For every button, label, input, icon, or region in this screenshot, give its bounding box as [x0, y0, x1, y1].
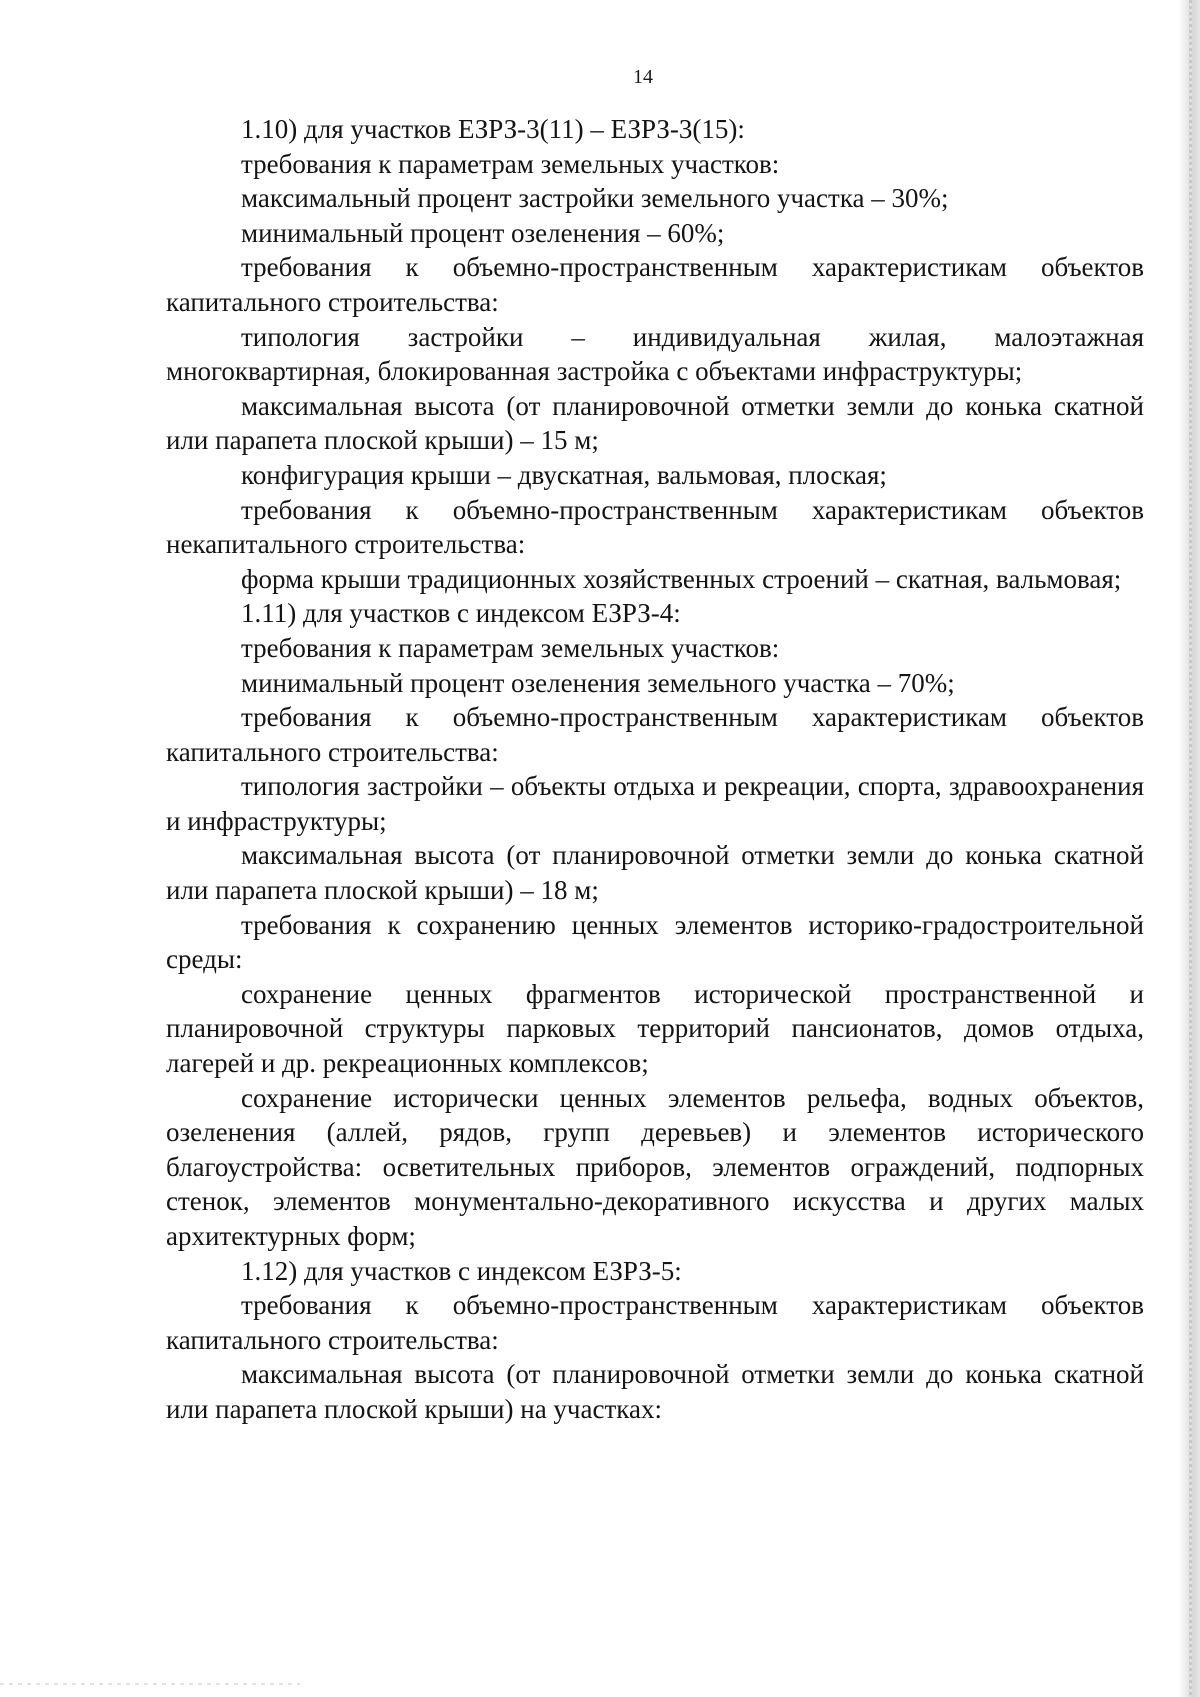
scan-edge-shadow [1178, 0, 1200, 1697]
paragraph: сохранение ценных фрагментов исторической пространственной и планировочной структуры парковых территорий пансионатов, домов отдыха, лагерей и др. рекреационных комплексов; [166, 978, 1144, 1079]
paragraph: типология застройки – объекты отдыха и рекреации, спорта, здравоохранения и инфраструктуры; [166, 771, 1144, 836]
paragraph: требования к параметрам земельных участков: [241, 148, 780, 179]
paragraph: требования к объемно-пространственным характеристикам объектов некапитального строительства: [166, 494, 1144, 560]
scan-edge-texture [1189, 0, 1192, 1697]
paragraph: форма крыши традиционных хозяйственных строений – скатная, вальмовая; [241, 563, 1122, 594]
page-number: 14 [633, 66, 653, 88]
paragraph: максимальная высота (от планировочной отметки земли до конька скатной или парапета плоской крыши) – 15 м; [166, 390, 1144, 456]
paragraph: требования к параметрам земельных участков: [241, 632, 780, 663]
section-heading-1-11: 1.11) для участков с индексом ЕЗРЗ-4: [241, 598, 681, 629]
paragraph: сохранение исторически ценных элементов рельефа, водных объектов, озеленения (аллей, рядов, групп деревьев) и элементов исторического благоустройства: осветительных приборов, элементов ограждений, подпорных стенок, элементов монументально-декоративного искусства и других малых архитектурных форм; [166, 1082, 1144, 1251]
paragraph: максимальная высота (от планировочной отметки земли до конька скатной или парапета плоской крыши) – 18 м; [166, 840, 1144, 906]
paragraph: требования к объемно-пространственным характеристикам объектов капитального строительства: [166, 1290, 1144, 1355]
paragraph: требования к объемно-пространственным характеристикам объектов капитального строительства: [166, 252, 1144, 317]
scan-bottom-noise [0, 1683, 300, 1685]
paragraph: минимальный процент озеленения – 60%; [241, 217, 725, 248]
paragraph: требования к объемно-пространственным характеристикам объектов капитального строительства: [166, 702, 1144, 767]
section-heading-1-10: 1.10) для участков ЕЗРЗ-3(11) – ЕЗРЗ-3(15): [241, 114, 745, 144]
document-body [166, 112, 1144, 1427]
paragraph: минимальный процент озеленения земельного участка – 70%; [241, 667, 955, 698]
paragraph: типология застройки – индивидуальная жилая, малоэтажная многоквартирная, блокированная застройка с объектами инфраструктуры; [166, 321, 1144, 387]
paragraph: требования к сохранению ценных элементов историко-градостроительной среды: [166, 909, 1144, 975]
paragraph: конфигурация крыши – двускатная, вальмовая, плоская; [241, 459, 887, 490]
section-heading-1-12: 1.12) для участков с индексом ЕЗРЗ-5: [241, 1255, 682, 1286]
paragraph: максимальная высота (от планировочной отметки земли до конька скатной или парапета плоской крыши) на участках: [166, 1359, 1144, 1424]
paragraph: максимальный процент застройки земельного участка – 30%; [241, 183, 949, 214]
